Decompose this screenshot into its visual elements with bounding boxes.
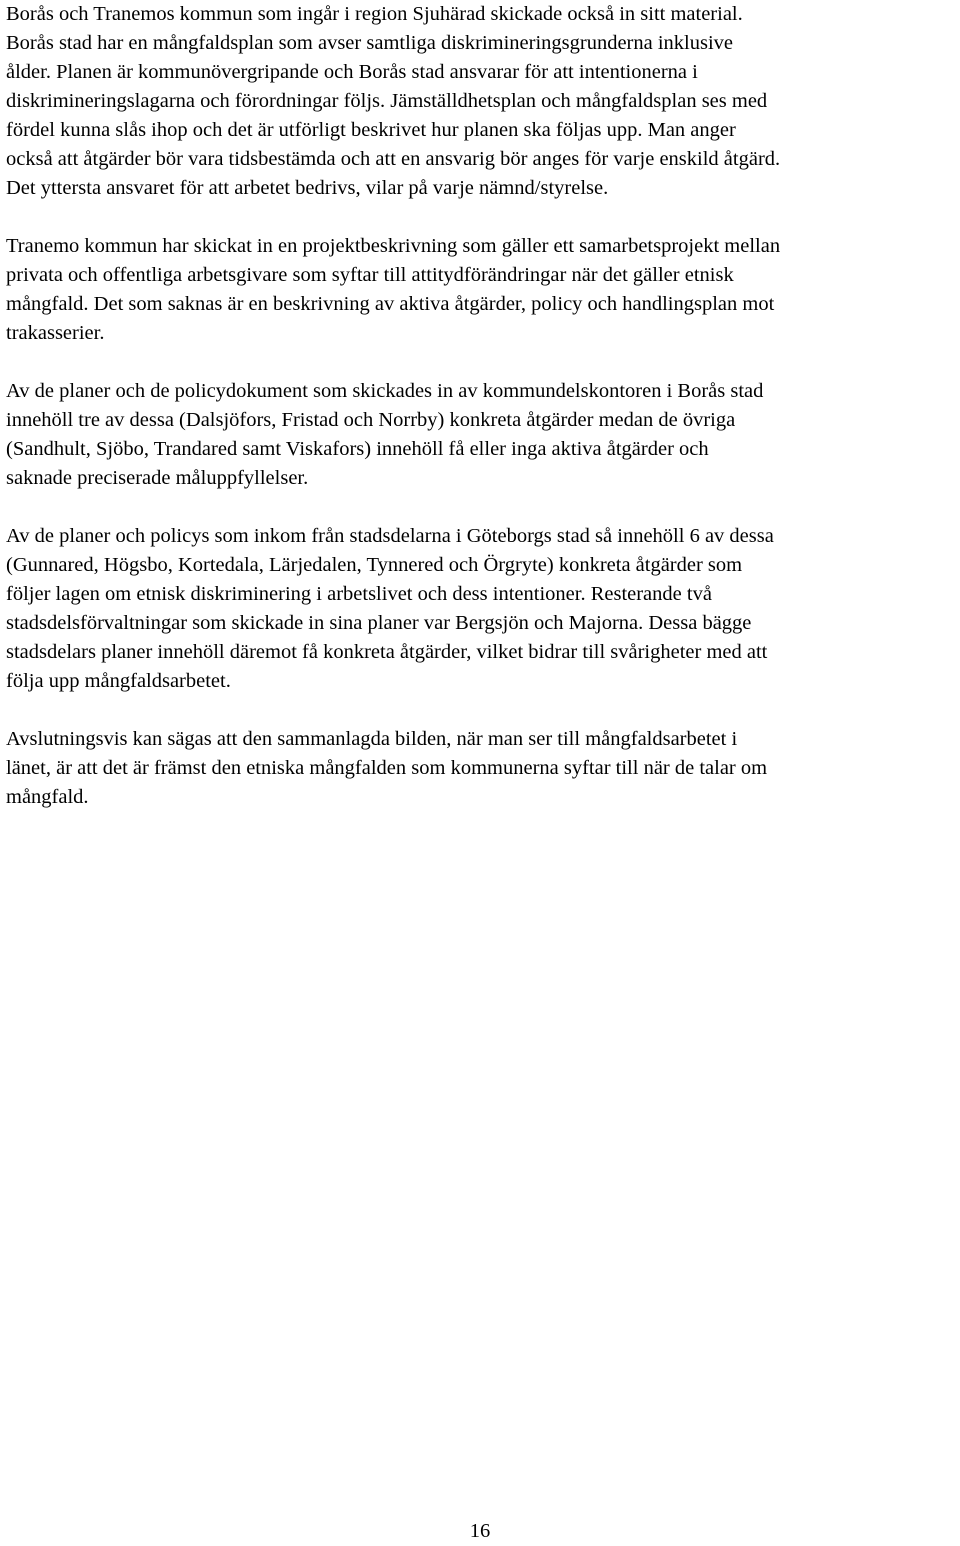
text-line: ålder. Planen är kommunövergripande och Borås stad ansvarar för att intentionerna i <box>6 61 698 83</box>
text-line: följa upp mångfaldsarbetet. <box>6 670 231 692</box>
text-line: fördel kunna slås ihop och det är utförligt beskrivet hur planen ska följas upp. Man anger <box>6 119 736 141</box>
text-line: trakasserier. <box>6 322 105 344</box>
paragraph-boras-kommundelar <box>6 377 956 493</box>
text-line: Av de planer och de policydokument som skickades in av kommundelskontoren i Borås stad <box>6 380 764 402</box>
paragraph-boras-tranemo <box>6 0 956 203</box>
text-line: följer lagen om etnisk diskriminering i arbetslivet och dess intentioner. Resterande två <box>6 583 712 605</box>
text-line: (Gunnared, Högsbo, Kortedala, Lärjedalen, Tynnered och Örgryte) konkreta åtgärder som <box>6 554 743 576</box>
text-line: länet, är att det är främst den etniska mångfalden som kommunerna syftar till när de talar om <box>6 757 768 779</box>
paragraph-tranemo <box>6 232 956 348</box>
text-line: (Sandhult, Sjöbo, Trandared samt Viskafors) innehöll få eller inga aktiva åtgärder och <box>6 438 709 460</box>
text-line: också att åtgärder bör vara tidsbestämda och att en ansvarig bör anges för varje enskild åtgärd. <box>6 148 781 170</box>
text-line: stadsdelars planer innehöll däremot få konkreta åtgärder, vilket bidrar till svårigheter med att <box>6 641 768 663</box>
text-line: Borås stad har en mångfaldsplan som avser samtliga diskrimineringsgrunderna inklusive <box>6 32 734 54</box>
text-line: diskrimineringslagarna och förordningar följs. Jämställdhetsplan och mångfaldsplan ses med <box>6 90 768 112</box>
text-line: mångfald. Det som saknas är en beskrivning av aktiva åtgärder, policy och handlingsplan mot <box>6 293 775 315</box>
document-body <box>6 0 956 841</box>
paragraph-goteborg <box>6 522 956 696</box>
text-line: Avslutningsvis kan sägas att den sammanlagda bilden, när man ser till mångfaldsarbetet i <box>6 728 738 750</box>
text-line: Borås och Tranemos kommun som ingår i region Sjuhärad skickade också in sitt material. <box>6 3 743 25</box>
page-number: 16 <box>469 1520 491 1542</box>
text-line: Det yttersta ansvaret för att arbetet bedrivs, vilar på varje nämnd/styrelse. <box>6 177 609 199</box>
text-line: innehöll tre av dessa (Dalsjöfors, Fristad och Norrby) konkreta åtgärder medan de övriga <box>6 409 736 431</box>
text-line: Av de planer och policys som inkom från stadsdelarna i Göteborgs stad så innehöll 6 av dessa <box>6 525 774 547</box>
text-line: saknade preciserade måluppfyllelser. <box>6 467 309 489</box>
text-line: Tranemo kommun har skickat in en projektbeskrivning som gäller ett samarbetsprojekt mellan <box>6 235 781 257</box>
text-line: privata och offentliga arbetsgivare som syftar till attitydförändringar när det gäller etnisk <box>6 264 734 286</box>
text-line: stadsdelsförvaltningar som skickade in sina planer var Bergsjön och Majorna. Dessa bägge <box>6 612 752 634</box>
paragraph-conclusion <box>6 725 956 812</box>
text-line: mångfald. <box>6 786 89 808</box>
